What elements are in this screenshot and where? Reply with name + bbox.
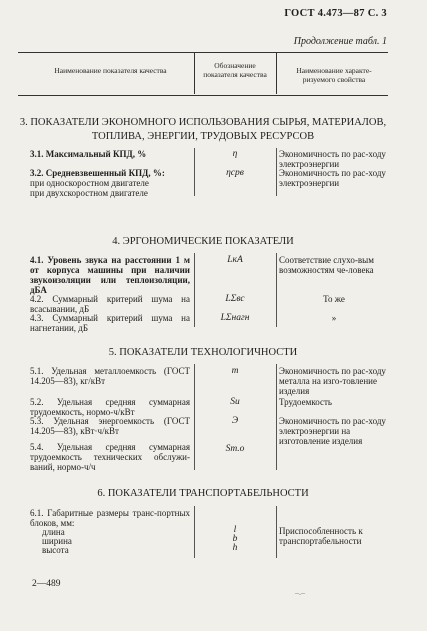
col-divider xyxy=(194,148,195,196)
row-6-1-sub2: ширина xyxy=(42,536,72,546)
row-5-2-name: 5.2. Удельная средняя суммарная трудоемкость, нормо-ч/кВт xyxy=(30,397,190,417)
col2-header: Обозначение показателя качества xyxy=(203,61,267,79)
row-6-1-sub3: высота xyxy=(42,545,69,555)
row-6-1-symbol-height: h xyxy=(232,543,238,553)
col-divider xyxy=(194,364,195,470)
col-divider xyxy=(194,506,195,558)
col-divider xyxy=(276,506,277,558)
row-5-3-name: 5.3. Удельная энергоемкость (ГОСТ 14.205—83), кВт·ч/кВт xyxy=(30,416,190,436)
row-4-2-name: 4.2. Суммарный критерий шума на всасывании, дБ xyxy=(30,294,190,314)
row-6-1-symbol-width: b xyxy=(232,534,238,544)
row-5-1-symbol: m xyxy=(231,366,239,376)
row-4-1-name: 4.1. Уровень звука на расстоянии 1 м от корпуса машины при наличии звукоизоляции или теплоизоляции, дБА xyxy=(30,255,190,295)
header-col-divider xyxy=(276,52,277,94)
page-number: 2—489 xyxy=(32,579,61,589)
header-col-divider xyxy=(194,52,195,94)
row-5-3-property: Экономичность по рас-ходу электроэнергии на изготовление изделия xyxy=(279,416,386,446)
row-6-1-sub1: длина xyxy=(42,527,65,537)
row-5-1-name: 5.1. Удельная металлоемкость (ГОСТ 14.205—83), кг/кВт xyxy=(30,366,190,386)
row-3-1-symbol: η xyxy=(232,149,238,159)
row-3-2-symbol: ηсрв xyxy=(226,168,244,178)
section-4-title: 4. ЭРГОНОМИЧЕСКИЕ ПОКАЗАТЕЛИ xyxy=(112,236,294,247)
col1-header: Наименование показателя качества xyxy=(54,66,167,75)
row-5-2-symbol: Sи xyxy=(230,397,240,407)
col-divider xyxy=(194,253,195,327)
row-5-4-name: 5.4. Удельная средняя суммарная трудоемкость технических обслужи-ваний, нормо-ч/ч xyxy=(30,442,190,472)
col-divider xyxy=(276,148,277,196)
row-5-2-property: Трудоемкость xyxy=(279,397,333,407)
row-4-1-property: Соответствие слухо-вым возможностям че-ловека xyxy=(279,255,374,275)
row-6-1-name: 6.1. Габаритные размеры транс-портных блоков, мм: xyxy=(30,508,190,528)
row-4-2-property: То же xyxy=(323,294,345,304)
row-4-2-symbol: LΣвс xyxy=(225,294,245,304)
section-6-title: 6. ПОКАЗАТЕЛИ ТРАНСПОРТАБЕЛЬНОСТИ xyxy=(97,488,309,499)
row-6-1-symbol-length: l xyxy=(233,525,237,535)
row-3-1-name: 3.1. Максимальный КПД, % xyxy=(30,149,147,159)
col-divider xyxy=(276,253,277,327)
standard-header: ГОСТ 4.473—87 С. 3 xyxy=(284,8,387,19)
col3-header: Наименование характе-ризуемого свойства xyxy=(296,66,372,84)
row-4-3-symbol: LΣнагн xyxy=(220,313,250,323)
row-3-1-property: Экономичность по рас-ходу электроэнергии xyxy=(279,149,386,169)
row-3-2-sub1: при односкоростном двигателе xyxy=(30,178,149,188)
section-3-title: 3. ПОКАЗАТЕЛИ ЭКОНОМНОГО ИСПОЛЬЗОВАНИЯ СЫРЬЯ, МАТЕРИАЛОВ, ТОПЛИВА, ЭНЕРГИИ, ТРУДОВЫХ РЕСУРСОВ xyxy=(19,117,387,142)
row-3-2-property: Экономичность по рас-ходу электроэнергии xyxy=(279,168,386,188)
row-3-2-name: 3.2. Средневзвешенный КПД, %: xyxy=(30,168,165,178)
row-6-1-property: Приспособленность к транспортабельности xyxy=(279,526,363,546)
section-5-title: 5. ПОКАЗАТЕЛИ ТЕХНОЛОГИЧНОСТИ xyxy=(108,347,298,358)
row-4-3-property: » xyxy=(331,313,337,323)
print-mark: –.– xyxy=(295,588,305,597)
row-3-2-sub2: при двухскоростном двигателе xyxy=(30,188,148,198)
col-divider xyxy=(276,364,277,470)
row-5-3-symbol: Э xyxy=(231,416,239,426)
row-5-4-symbol: Sт.о xyxy=(225,444,245,454)
row-4-1-symbol: LкА xyxy=(227,255,243,265)
row-4-3-name: 4.3. Суммарный критерий шума на нагнетании, дБ xyxy=(30,313,190,333)
row-5-1-property: Экономичность по рас-ходу металла на изго-товление изделия xyxy=(279,366,386,396)
table-continuation: Продолжение табл. 1 xyxy=(293,36,387,47)
